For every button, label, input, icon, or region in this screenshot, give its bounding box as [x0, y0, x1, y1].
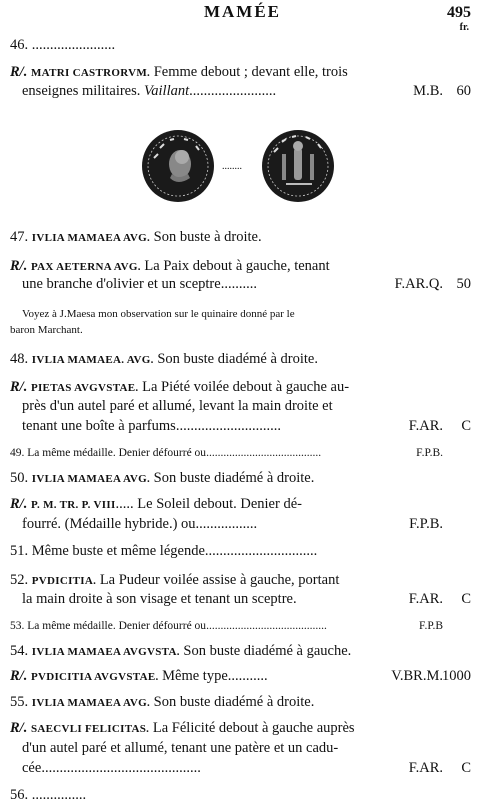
entry-48-reverse-line-3: tenant une boîte à parfums............................. [22, 418, 281, 434]
entry-47-reverse-line-1: R/. PAX AETERNA AVG. La Paix debout à gauche, tenant [10, 258, 330, 274]
metal-grade: F.P.B [418, 620, 443, 632]
price: C [461, 760, 471, 776]
price-unit: fr. [459, 22, 469, 33]
reverse-legend: SAECVLI FELICITAS. [30, 723, 150, 735]
entry-47-reverse-line-2: une branche d'olivier et un sceptre.......... [22, 276, 257, 292]
page-number: 495 [447, 4, 471, 21]
price: 50 [456, 276, 471, 292]
metal-grade: F.P.B. [409, 516, 443, 532]
coin-reverse-image [260, 128, 336, 204]
obverse-legend: IVLIA MAMAEA AVG. [31, 232, 151, 244]
reverse-legend: PIETAS AVGVSTAE. [30, 382, 139, 394]
entry-48-reverse-line-1: R/. PIETAS AVGVSTAE. La Piété voilée debout à gauche au- [10, 379, 350, 395]
entry-55-reverse-line-3: cée............................................ [22, 760, 201, 776]
price: 1000 [442, 668, 471, 684]
entry-55-reverse-line-1: R/. SAECVLI FELICITAS. La Félicité debout à gauche auprès [10, 720, 355, 736]
obverse-legend: IVLIA MAMAEA. AVG. [31, 354, 154, 366]
entry-48: 48. IVLIA MAMAEA. AVG. Son buste diadémé à droite. [10, 351, 318, 367]
reverse-legend: MATRI CASTRORVM. [30, 67, 151, 79]
note-line-2: baron Marchant. [10, 324, 83, 336]
entry-51: 51. Même buste et même légende............................... [10, 543, 318, 559]
price: C [461, 418, 471, 434]
entry-50: 50. IVLIA MAMAEA AVG. Son buste diadémé à droite. [10, 470, 315, 486]
entry-54: 54. IVLIA MAMAEA AVGVSTA. Son buste diadémé à gauche. [10, 643, 352, 659]
metal-grade: M.B. [413, 83, 443, 99]
obverse-legend: PVDICITIA. [31, 575, 97, 587]
metal-grade: F.AR. [408, 418, 443, 434]
entry-46: 46. ....................... [10, 37, 116, 53]
entry-55-reverse-line-2: d'un autel paré et allumé, tenant une patère et un cadu- [22, 740, 339, 756]
entry-46-reverse-line-1: R/. MATRI CASTRORVM. Femme debout ; devant elle, trois [10, 64, 348, 80]
entry-55: 55. IVLIA MAMAEA AVG. Son buste diadémé à droite. [10, 694, 315, 710]
metal-grade: F.AR. [408, 760, 443, 776]
reverse-mark: R/. [10, 64, 28, 80]
metal-grade: V.BR.M. [391, 668, 443, 684]
entry-49: 49. La même médaille. Denier défourré ou........................................ [10, 447, 322, 459]
author: Vaillant [144, 83, 190, 99]
metal-grade: F.AR.Q. [394, 276, 443, 292]
entry-48-reverse-line-2: près d'un autel paré et allumé, levant la main droite et [22, 398, 333, 414]
entry-50-reverse-line-2: fourré. (Médaille hybride.) ou................. [22, 516, 258, 532]
metal-grade: F.P.B. [416, 447, 443, 459]
obverse-legend: IVLIA MAMAEA AVG. [31, 697, 151, 709]
coin-obverse-image [140, 128, 216, 204]
reverse-legend: PVDICITIA AVGVSTAE. [30, 671, 159, 683]
entry-56: 56. ............... [10, 787, 87, 803]
price: C [461, 591, 471, 607]
entry-52: 52. PVDICITIA. La Pudeur voilée assise à gauche, portant [10, 572, 340, 588]
obverse-legend: IVLIA MAMAEA AVG. [31, 473, 151, 485]
entry-52-line-2: la main droite à son visage et tenant un sceptre. [22, 591, 297, 607]
obverse-legend: IVLIA MAMAEA AVGVSTA. [31, 646, 180, 658]
metal-grade: F.AR. [408, 591, 443, 607]
entry-46-reverse-line-2: enseignes militaires. Vaillant........................ [22, 83, 277, 99]
entry-54-reverse: R/. PVDICITIA AVGVSTAE. Même type........... [10, 668, 268, 684]
reverse-legend: PAX AETERNA AVG. [30, 261, 141, 273]
coin-separator: ........ [222, 161, 242, 172]
note-line-1: Voyez à J.Maesa mon observation sur le quinaire donné par le [22, 308, 295, 320]
entry-50-reverse-line-1: R/. P. M. TR. P. VIII..... Le Soleil debout. Denier dé- [10, 496, 302, 512]
price: 60 [456, 83, 471, 99]
reverse-legend: P. M. TR. P. VIII [30, 499, 116, 511]
entry-53: 53. La même médaille. Denier défourré ou.......................................... [10, 620, 327, 632]
entry-47: 47. IVLIA MAMAEA AVG. Son buste à droite. [10, 229, 262, 245]
page-title: MAMÉE [203, 2, 282, 21]
